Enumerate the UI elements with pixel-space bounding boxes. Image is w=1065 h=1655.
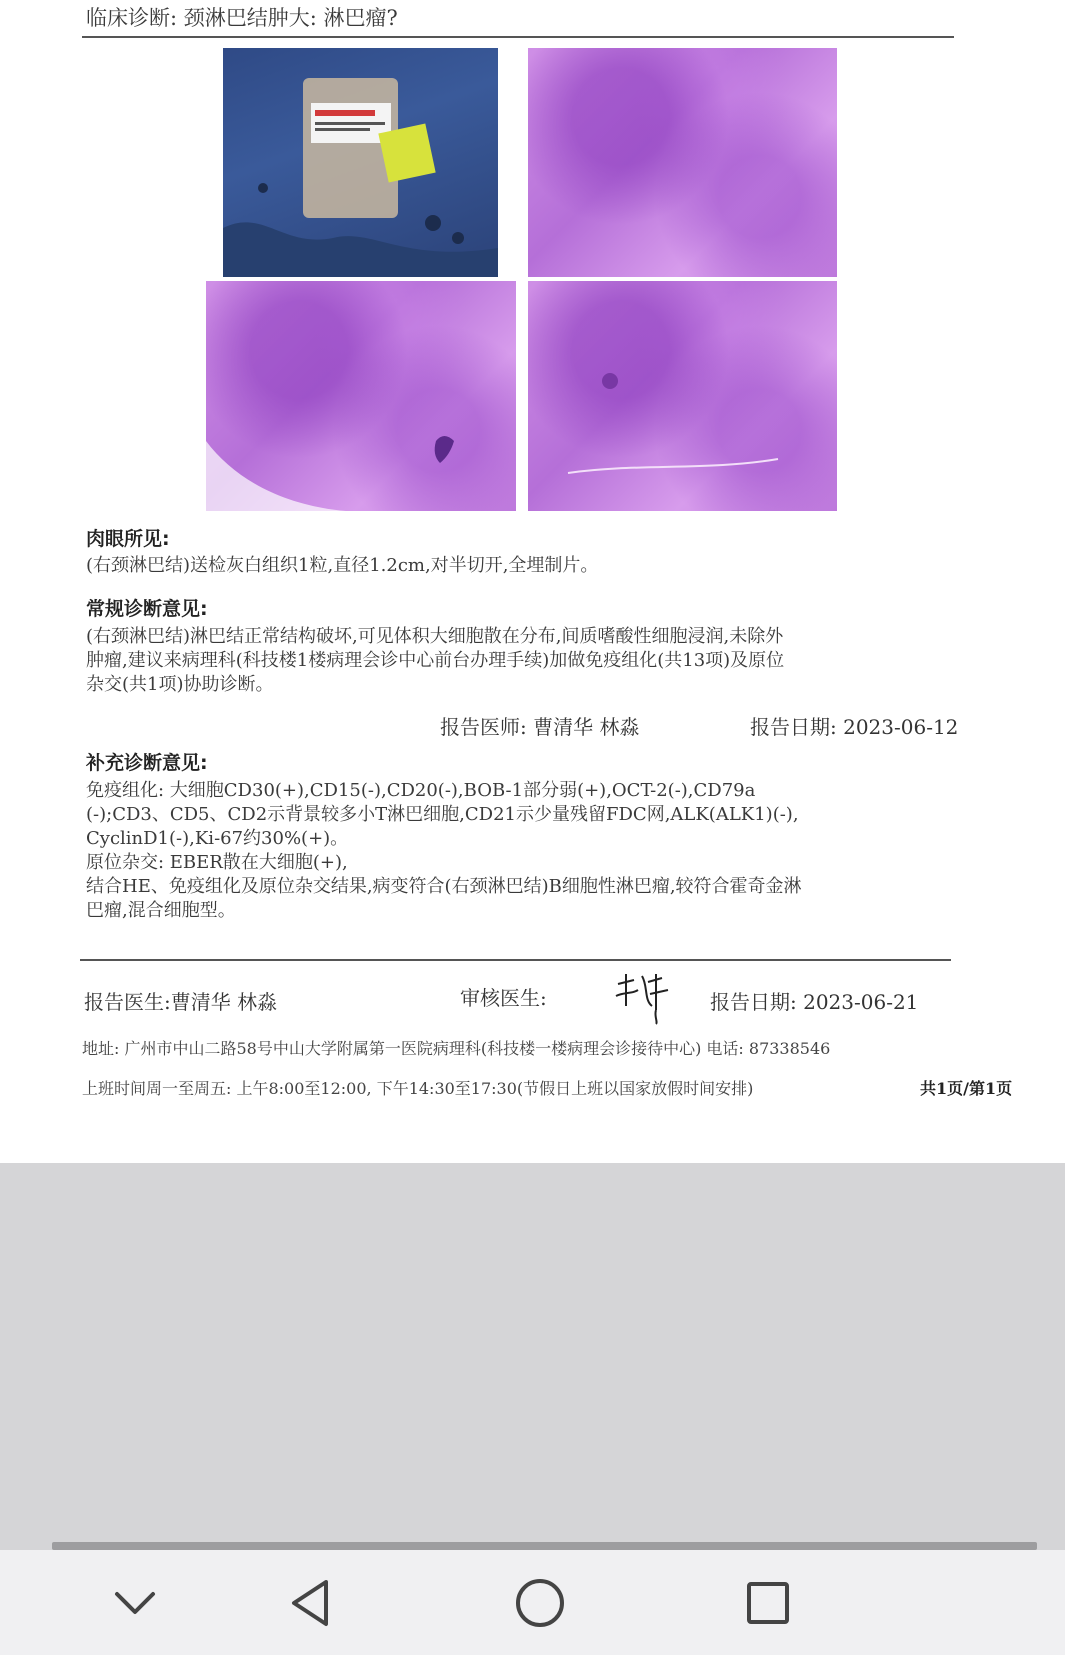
back-icon[interactable] [275, 1568, 345, 1638]
address: 地址: 广州市中山二路58号中山大学附属第一医院病理科(科技楼一楼病理会诊接待中心) 电话: 87338546 [82, 1039, 831, 1058]
gross-heading: 肉眼所见: [86, 528, 170, 550]
footer-divider [80, 959, 951, 961]
signature [612, 966, 672, 1026]
supplement-heading: 补充诊断意见: [86, 752, 208, 774]
routine-line-3: 杂交(共1项)协助诊断。 [86, 674, 274, 695]
chevron-down-icon[interactable] [100, 1568, 170, 1638]
report-doctor: 报告医生:曹清华 林淼 [84, 990, 278, 1014]
routine-date: 报告日期: 2023-06-12 [750, 715, 959, 739]
routine-line-2: 肿瘤,建议来病理科(科技楼1楼病理会诊中心前台办理手续)加做免疫组化(共13项)及原位 [86, 650, 785, 671]
review-doctor-label: 审核医生: [460, 986, 547, 1010]
system-navigation-bar [0, 1550, 1065, 1655]
horizontal-scrollbar[interactable] [52, 1542, 1037, 1550]
top-divider [82, 36, 954, 38]
routine-heading: 常规诊断意见: [86, 598, 208, 620]
histology-image-3 [528, 281, 837, 511]
recents-icon[interactable] [733, 1568, 803, 1638]
office-hours: 上班时间周一至周五: 上午8:00至12:00, 下午14:30至17:30(节假日上班以国家放假时间安排) [82, 1079, 754, 1098]
report-date: 报告日期: 2023-06-21 [710, 990, 919, 1014]
specimen-photo [223, 48, 498, 277]
page-info: 共1页/第1页 [920, 1079, 1013, 1098]
supplement-line-5: 结合HE、免疫组化及原位杂交结果,病变符合(右颈淋巴结)B细胞性淋巴瘤,较符合霍奇金淋 [86, 876, 802, 897]
viewer-background [0, 1163, 1065, 1550]
routine-doctor: 报告医师: 曹清华 林淼 [440, 715, 640, 739]
supplement-line-6: 巴瘤,混合细胞型。 [86, 900, 236, 921]
histology-image-2 [206, 281, 516, 511]
supplement-line-3: CyclinD1(-),Ki-67约30%(+)。 [86, 828, 349, 849]
supplement-line-1: 免疫组化: 大细胞CD30(+),CD15(-),CD20(-),BOB-1部分弱(+),OCT-2(-),CD79a [86, 780, 756, 801]
histology-image-1 [528, 48, 837, 277]
home-icon[interactable] [505, 1568, 575, 1638]
supplement-line-2: (-);CD3、CD5、CD2示背景较多小T淋巴细胞,CD21示少量残留FDC网,ALK(ALK1)(-), [86, 804, 799, 825]
gross-text: (右颈淋巴结)送检灰白组织1粒,直径1.2cm,对半切开,全埋制片。 [86, 555, 599, 576]
routine-line-1: (右颈淋巴结)淋巴结正常结构破坏,可见体积大细胞散在分布,间质嗜酸性细胞浸润,未除外 [86, 626, 784, 647]
clinical-diagnosis: 临床诊断: 颈淋巴结肿大: 淋巴瘤? [86, 6, 398, 30]
supplement-line-4: 原位杂交: EBER散在大细胞(+), [86, 852, 348, 873]
